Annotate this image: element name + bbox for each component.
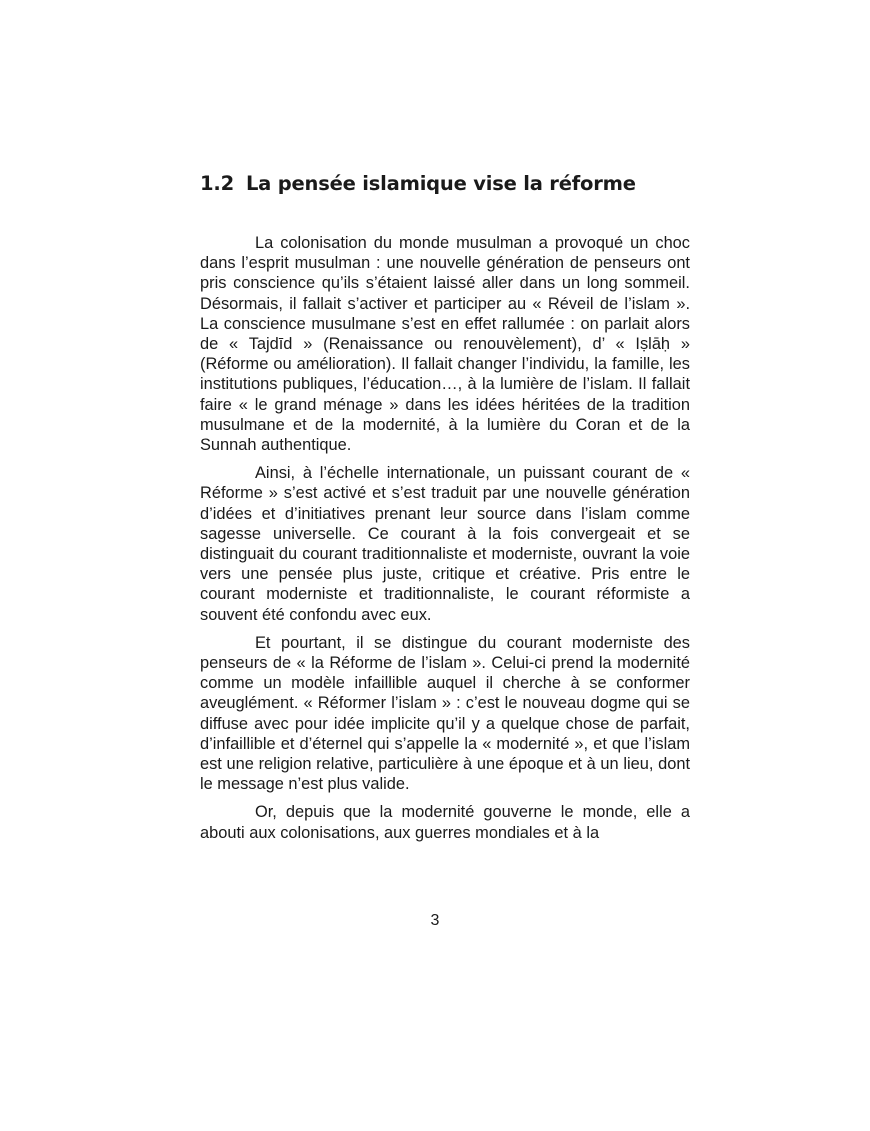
page-body <box>200 172 690 843</box>
section-title: La pensée islamique vise la réforme <box>245 172 636 195</box>
page-number: 3 <box>430 912 440 929</box>
paragraph-3: Et pourtant, il se distingue du courant moderniste des penseurs de « la Réforme de l’islam ». Celui-ci prend la modernité comme un modèle infaillible auquel il cherche à se conformer aveuglément. « Réformer l’islam » : c’est le nouveau dogme qui se diffuse avec pour idée implicite qu’il y a quelque chose de parfait, d’infaillible et d’éternel qui s’appelle la « modernité », et que l’islam est une religion relative, particulière à une époque et à un lieu, dont le message n’est plus valide. <box>200 633 690 794</box>
paragraph-2: Ainsi, à l’échelle internationale, un puissant courant de « Réforme » s’est activé et s’est traduit par une nouvelle génération d’idées et d’initiatives prenant leur source dans l’islam comme sagesse universelle. Ce courant à la fois convergeait et se distinguait du courant traditionnaliste et moderniste, ouvrant la voie vers une pensée plus juste, critique et créative. Pris entre le courant moderniste et traditionnaliste, le courant réformiste a souvent été confondu avec eux. <box>200 464 690 624</box>
paragraph-1: La colonisation du monde musulman a provoqué un choc dans l’esprit musulman : une nouvelle génération de penseurs ont pris conscience qu’ils s’étaient laissé aller dans un long sommeil. Désormais, il fallait s’activer et participer au « Réveil de l’islam ». La conscience musulmane s’est en effet rallumée : on parlait alors de « Tajdīd » (Renaissance ou renouvèlement), d’ « Iṣlāḥ » (Réforme ou amélioration). Il fallait changer l’individu, la famille, les institutions publiques, l’éducation…, à la lumière de l’islam. Il fallait faire « le grand ménage » dans les idées héritées de la tradition musulmane et de la modernité, à la lumière du Coran et de la Sunnah authentique. <box>200 234 690 455</box>
paragraph-4: Or, depuis que la modernité gouverne le monde, elle a abouti aux colonisations, aux guerres mondiales et à la <box>200 803 690 842</box>
section-number: 1.2 <box>200 172 234 195</box>
section-heading <box>200 172 690 195</box>
